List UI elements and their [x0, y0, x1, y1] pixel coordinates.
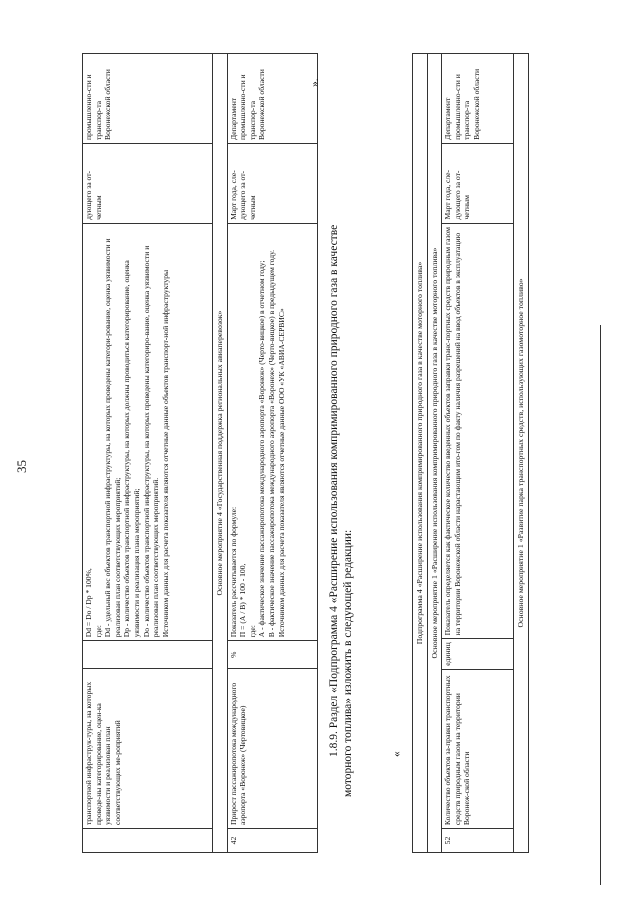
responsible-cell: промышленно-сти и транспор-та Воронежской области — [83, 54, 213, 144]
unit-cell — [83, 641, 213, 669]
row-num-cell: 42 — [227, 829, 317, 853]
method-cell — [83, 223, 213, 640]
table-row — [227, 54, 317, 853]
paragraph-line: моторного топлива» изложить в следующей редакции: — [342, 529, 354, 797]
period-cell: Март года, сле-дующего за от-четным — [227, 144, 317, 224]
method-line: Do - количество объектов транспортной инфраструктуры, на которых проведены категориро-вание, оценка уязвимости и реализован план соответствующих мероприятий. — [141, 245, 161, 638]
method-line: Dd - удельный вес объектов транспортной инфраструктуры, на которых проведены категори-рование, оценка уязвимости и реализован план соответствующих мероприятий; — [103, 238, 122, 638]
row-num-cell — [83, 829, 213, 853]
table-row — [83, 54, 213, 853]
page-number: 35 — [14, 460, 29, 473]
subprogram-header: Подпрограмма 4 «Расширение использования компримированного природного газа в качестве моторного топлива» — [413, 54, 428, 853]
indicator-name-cell: Прирост пассажиропотока международного аэропорта «Воронеж» (Чертовицкое) — [227, 669, 317, 829]
period-cell: Март года, сле-дующего за от-четным — [442, 143, 514, 223]
unit-cell: единиц — [442, 639, 514, 669]
closing-quote: ». — [309, 78, 321, 87]
method-line: Dp - количество объектов транспортной инфраструктуры, на которых должны проводиться категорирование, оценка уязвимости и реализация плана мероприятий; — [122, 260, 141, 638]
main-activity-row: Основное мероприятие 4 «Государственная поддержка региональных авиаперевозок» — [213, 54, 228, 853]
indicator-name-cell: транспортной инфраструк-туры, на которых проведе-ны категорирование, оцен-ка уязвимости и реализован план соответствующих ме-роприятий — [83, 669, 213, 829]
period-cell: дующего за от-четным — [83, 144, 213, 224]
main-activity-row: Основное мероприятие 1 «Развитие парка транспортных средств, использующих газомоторное топливо» — [514, 54, 529, 853]
method-line: А - фактическое значение пассажиропотока международного аэропорта «Воронеж» (Черто-вицкое) в отчетном году; — [257, 260, 267, 638]
method-line: где: — [93, 625, 103, 638]
method-line: где: — [247, 625, 257, 638]
row-num-cell: 52 — [442, 829, 514, 853]
responsible-cell: Департамент промышленно-сти и транспор-та Воронежской области — [442, 54, 514, 144]
opening-quote: « — [391, 751, 403, 757]
main-activity-row: Основное мероприятие 1 «Расширение использования компримированного природного газа в качестве моторного топлива» — [427, 54, 442, 853]
table-row — [413, 54, 428, 853]
method-cell — [227, 223, 317, 640]
table-row — [442, 54, 514, 853]
unit-cell: % — [227, 641, 317, 669]
method-line: Dd = Do / Dp * 100%, — [84, 568, 93, 638]
method-line: Показатель рассчитывается по формуле: — [228, 506, 238, 638]
method-line: Источником данных для расчета показателя являются отчетные данные ООО «УК «АВИА-СЕРВИС» — [276, 308, 286, 638]
method-line: П = (А / В) * 100 - 100, — [238, 563, 248, 638]
amendment-paragraph — [327, 57, 355, 797]
method-line: Источником данных для расчета показателя являются отчетные данные объектов транспорт-ной инфраструктуры — [160, 269, 170, 638]
method-line: В - фактическое значение пассажиропотока международного аэропорта «Воронеж» (Черто-вицкое) в предыдущем году. — [266, 249, 276, 638]
paragraph-line: 1.8.9. Раздел «Подпрограмма 4 «Расширение использования компримированного природного газа в качестве — [328, 224, 340, 757]
method-cell: Показатель определяется как фактическое количество введенных объектов заправки транс-портных средств природным газом на территории Воронежской области нарастающим ито-гом по факту наличия разрешений на ввод объектов в эксплуатацию — [442, 223, 514, 639]
indicator-name-cell: Количество объектов за-правки транспортных средств природным газом на территории Воронеж-ской области — [442, 669, 514, 828]
table-bottom — [412, 53, 529, 853]
table-row — [514, 54, 529, 853]
page-edge-rule — [600, 325, 601, 885]
table-row — [427, 54, 442, 853]
responsible-cell: Департамент промышленно-сти и транспор-та Воронежской области — [227, 54, 317, 144]
table-top — [82, 53, 318, 853]
table-row — [213, 54, 228, 853]
